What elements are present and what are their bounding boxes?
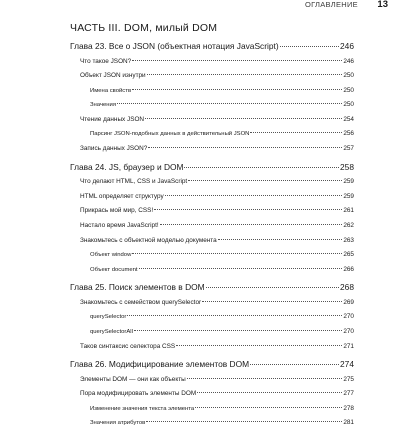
toc-entry-label: Глава 26. Модифицирование элементов DOM [70, 359, 250, 370]
toc-entry-sub [70, 310, 354, 325]
toc-entry-section [70, 55, 354, 70]
toc-entry-page: 254 [343, 115, 354, 123]
dot-leader [146, 421, 342, 422]
toc-entry-chapter [70, 280, 354, 296]
toc-entry-label: Что делают HTML, CSS и JavaScript [80, 178, 188, 186]
toc-entry-page: 274 [340, 359, 354, 370]
toc-entry-sub [70, 98, 354, 113]
toc-entry-label: Знакомьтесь с объектной моделью документа [80, 236, 217, 244]
running-head [0, 0, 420, 12]
toc-entry-label: Глава 24. JS, браузер и DOM [70, 161, 184, 172]
toc-entry-chapter [70, 160, 354, 176]
toc-entry-label: Элементы DOM — они как объекты [80, 375, 186, 383]
toc-entry-section [70, 190, 354, 205]
dot-leader [139, 268, 343, 269]
dot-leader [197, 392, 342, 393]
toc-entry-page: 269 [343, 298, 354, 306]
dot-leader [160, 224, 343, 225]
dot-leader [147, 74, 343, 75]
toc-entry-label: Чтение данных JSON [80, 115, 145, 123]
dot-leader [154, 209, 342, 210]
toc-entry-page: 256 [343, 130, 354, 138]
dot-leader [132, 253, 342, 254]
toc-entry-section [70, 387, 354, 402]
toc-entry-page: 250 [343, 101, 354, 109]
dot-leader [127, 315, 342, 316]
toc-entry-page: 258 [340, 161, 354, 172]
dot-leader [184, 167, 339, 168]
toc-entry-section [70, 142, 354, 157]
running-head-title: ОГЛАВЛЕНИЕ [304, 0, 358, 9]
toc-entry-page: 246 [343, 57, 354, 65]
toc-entry-section [70, 373, 354, 388]
toc-entry-label: Значения [90, 102, 117, 109]
dot-leader [202, 301, 342, 302]
toc-entry-sub [70, 127, 354, 142]
dot-leader [188, 180, 342, 181]
toc-entry-sub [70, 416, 354, 431]
toc-entry-page: 259 [343, 192, 354, 200]
toc-entry-label: Объект JSON изнутри [80, 72, 146, 80]
toc-entry-section [70, 175, 354, 190]
toc-entry-page: 271 [343, 342, 354, 350]
toc-entry-page: 265 [343, 251, 354, 259]
toc-entry-sub [70, 84, 354, 99]
toc-entry-label: Запись данных JSON? [80, 145, 148, 153]
toc-entry-label: Парсинг JSON-подобных данных в действительный JSON [90, 131, 250, 138]
toc-entry-page: 250 [343, 72, 354, 80]
page-number: 13 [377, 0, 388, 10]
toc-entry-page: 268 [340, 282, 354, 293]
toc-entry-section [70, 296, 354, 311]
toc-entry-page: 266 [343, 265, 354, 273]
table-of-contents [70, 22, 354, 431]
dot-leader [206, 287, 339, 288]
part-title: ЧАСТЬ III. DOM, милый DOM [70, 22, 218, 34]
dot-leader [132, 89, 342, 90]
toc-entry-section [70, 219, 354, 234]
toc-entry-label: Настало время JavaScript! [80, 221, 159, 229]
toc-entry-section [70, 234, 354, 249]
dot-leader [176, 345, 342, 346]
dot-leader [250, 132, 342, 133]
toc-entry-sub [70, 402, 354, 417]
toc-entry-page: 275 [343, 375, 354, 383]
toc-entry-label: querySelectorAll [90, 329, 133, 335]
toc-entry-sub [70, 325, 354, 340]
toc-entry-page: 270 [343, 313, 354, 321]
toc-entry-label: Имена свойств [90, 87, 132, 94]
dot-leader [195, 407, 342, 408]
toc-entry-label: Что такое JSON? [80, 57, 132, 65]
dot-leader [132, 60, 342, 61]
toc-entry-sub [70, 263, 354, 278]
toc-entry-page: 250 [343, 86, 354, 94]
toc-entry-page: 270 [343, 328, 354, 335]
toc-entry-page: 246 [340, 41, 354, 51]
toc-entry-section [70, 204, 354, 219]
dot-leader [218, 239, 343, 240]
toc-entry-page: 278 [343, 404, 354, 412]
dot-leader [148, 147, 342, 148]
toc-entry-section [70, 340, 354, 355]
toc-entry-page: 277 [343, 390, 354, 398]
toc-entry-label: Глава 23. Все о JSON (объектная нотация JavaScript) [70, 41, 279, 51]
dot-leader [165, 195, 343, 196]
toc-entry-label: HTML определяет структуру [80, 192, 164, 200]
toc-entry-label: Таков синтаксис селектора CSS [80, 342, 176, 350]
toc-entry-label: Знакомьтесь с семейством querySelector [80, 298, 202, 306]
toc-entry-page: 262 [343, 221, 354, 229]
toc-entry-label: Изменение значения текста элемента [90, 405, 195, 412]
toc-entry-chapter [70, 39, 354, 55]
dot-leader [187, 378, 343, 379]
toc-entries [70, 39, 354, 431]
toc-entry-label: Прикрась мой мир, CSS! [80, 207, 154, 215]
toc-entry-label: Объект window [90, 252, 132, 259]
dot-leader [117, 103, 342, 104]
toc-entry-label: Глава 25. Поиск элементов в DOM [70, 282, 205, 293]
toc-entry-page: 281 [343, 419, 354, 427]
toc-entry-chapter [70, 357, 354, 373]
toc-entry-page: 259 [343, 178, 354, 186]
toc-entry-label: querySelector [90, 314, 127, 321]
dot-leader [134, 330, 342, 331]
toc-entry-page: 261 [343, 207, 354, 215]
toc-entry-sub [70, 248, 354, 263]
dot-leader [250, 364, 339, 365]
toc-entry-label: Объект document [90, 266, 138, 273]
toc-entry-section [70, 69, 354, 84]
toc-entry-label: Пора модифицировать элементы DOM [80, 390, 197, 398]
toc-entry-page: 257 [343, 145, 354, 153]
toc-entry-label: Значения атрибутов [90, 420, 146, 427]
dot-leader [280, 46, 339, 47]
toc-entry-page: 263 [343, 236, 354, 244]
dot-leader [145, 118, 342, 119]
toc-entry-section [70, 113, 354, 128]
